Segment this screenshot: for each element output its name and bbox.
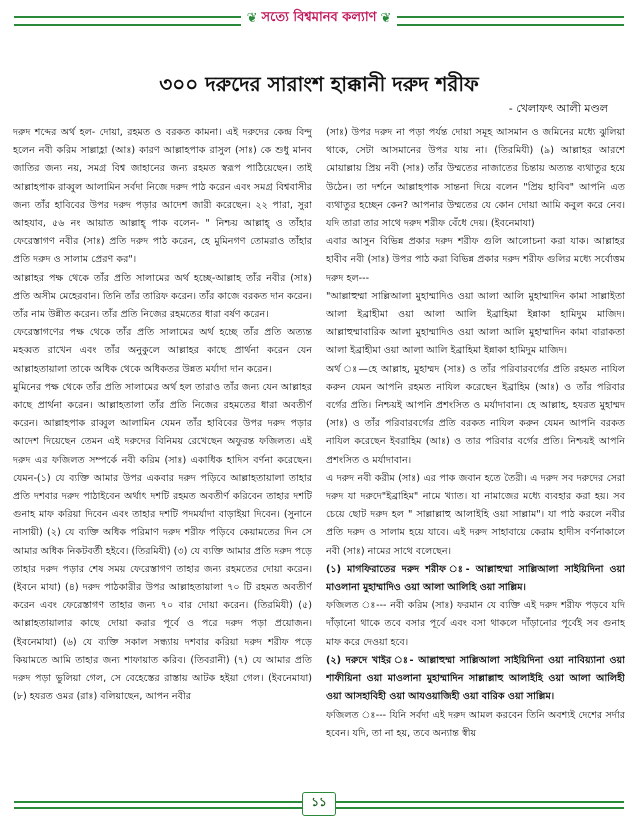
article-author: - খেলাফৎ আলী মণ্ডল [508,102,608,115]
paragraph: এ দরুদ নবী করীম (সাঃ) এর পাক জবান হতে তৈরী। এ দরুদ সব দরুদের সেরা দরুদ যা দরুদে"ইব্রাহিম" নামে খ্যাত। যা নামাজের মধ্যে ব্যবহার করা হয়। সব চেয়ে ছোট দরুদ হল " সাল্লাল্লাহু আলাইহি ওয়া সাল্লাম"। যা পাঠ করলে নবীর প্রতি দরুদ ও সালাম হয়ে যাবে। এই দরুদ সাহাবায়ে কেরাম হাদীস বর্ণনাকালে নবী (সাঃ) নামের সাথে বলেছেন। [326,472,625,557]
subheading-paragraph: (১) মাগফিরাতের দরুদ শরীফ ঃ- আল্লাহুম্মা সাল্লিআলা সাইয়িদিনা ওয়া মাওলানা মুহাম্মাদিও ওয়া আলা আলিহি ওয়া সাল্লিম। [326,563,625,594]
paragraph: দরুদ শব্দের অর্থ হল- দোয়া, রহমত ও বরকত কামনা। এই দরুদের কেন্দ্র বিন্দু হলেন নবী করিম সাল্লাহ্লা (আঃ) কারণ আল্লাহপাক রাসুল (সাঃ) কে শুধু মানব জাতির জন্য নয়, সমগ্র বিশ্ব জাহানের জন্য রহমত স্বরূপ পাঠিয়েছেন। তাই আল্লাহপাক রাব্বুল আলামিন সর্বদা নিজে দরুদ পাঠ করেন এবং সমগ্র বিশ্ববাসীর জন্য তাঁর হাবিবের উপর দরুদ পড়ার আদেশ জারী করেছেন। ২২ পারা, সুরা আহযাব, ৫৬ নং আয়াত আল্লাহ্ পাক বলেন- " নিশ্চয় আল্লাহ্ ও তাঁহার ফেরেস্তাগণ নবীর (সাঃ) প্রতি দরুদ পাঠ করেন, হে মুমিনগণ তোমরাও তাঁহার প্রতি দরুদ ও সালাম প্রেরণ কর"। [13,127,312,266]
header-banner [14,7,624,29]
article-body [13,124,625,782]
paragraph: মুমিনের পক্ষ থেকে তাঁর প্রতি সালামের অর্থ হল তারাও তাঁর জন্য যেন আল্লাহর কাছে প্রার্থনা করেন। আল্লাহতালা তাঁর প্রতি নিজের রহমতের ধারা অবতীর্ণ করেন। আল্লাহপাক রাব্বুল আলামিন যেমন তাঁর হাবিবের উপর দরুদ পড়ার আদেশ দিয়েছেন তেমন এই দরুদের বিনিময় রেখেছেন অফুরন্ত ফজিলত। এই দরুদ এর ফজিলত সম্পর্কে নবী করিম (সাঃ) একাধিক হাদিস বর্ণনা করেছেন। যেমন-(১) যে ব্যক্তি আমার উপর একবার দরুদ পড়িবে আল্লাহতায়ালা তাহার প্রতি দশবার দরুদ পাঠাইবেন অর্থাৎ দশটি রহমত অবতীর্ণ করিবেন তাহার দশটি গুনাহ মাফ করিয়া দিবেন এবং তাহার দশটি পদমর্যাদা বাড়াইয়া দিবেন। (সুনানে নাসায়ী) (২) যে ব্যক্তি অধিক পরিমাণ দরুদ শরীফ পড়িবে কেয়ামতের দিন সে আমার অধিক নিকটবর্তী হইবে। (তিরমিযী) (৩) যে ব্যক্তি আমার প্রতি দরুদ পড়ে তাহার দরুদ পড়ার শেষ সময় ফেরেস্তাগণ তাহার জন্য রহমতের দোয়া করেন। (ইবনে মাযা) (৪) দরুদ পাঠকারীর উপর আল্লাহতায়ালা ৭০ টি রহমত অবতীর্ণ করেন এবং ফেরেস্তাগণ তাহার জন্য ৭০ বার দোয়া করেন। (তিরমিযী) (৫) আল্লাহতায়ালার কাছে দোয়া করার পূর্বে ও পরে দরুদ পড়া প্রয়োজন। (ইবনেমাযা) (৬) যে ব্যক্তি সকাল সন্ধ্যায় দশবার করিয়া দরুদ শরীফ পড়ে কিয়ামতে আমি তাহার জন্য শাফায়াত করিব। (তিবরানী) (৭) যে আমার প্রতি দরুদ পড়া ভুলিয়া গেল, সে বেহেস্তের রাস্তায় আটক হইয়া গেল। (ইবনেমাযা) (৮) হযরত ওমর (রাঃ) বলিয়াছেন, আপন নবীর [13,381,312,703]
paragraph: (সাঃ) উপর দরুদ না পড়া পর্যন্ত দোয়া সমূহ আসমান ও জমিনের মধ্যে ঝুলিয়া থাকে, সেটা আসমানের উপর যায় না। (তিরমিযী) (৯) আল্লাহর আরশে মোয়াল্লায় প্রিয় নবী (সাঃ) তাঁর উম্মতের নাজাতের চিন্তায় অত্যন্ত ব্যথাতুর হয়ে উঠেন। তা দর্শনে আল্লাহপাক সান্তনা দিয়ে বলেন "প্রিয় হাবিব" আপনি এত ব্যথাতুর হচ্ছেন কেন? আপনার উম্মতের যে কোন দোয়া আমি কবুল করে নেব। যদি তারা তার সাথে দরুদ শরীফ বেঁধে দেয়। (ইবনেমাযা) [326,127,625,230]
paragraph: অর্থ ঃ—হে আল্লাহ, মুহাম্মদ (সাঃ) ও তাঁর পরিবারবর্গের প্রতি রহমত নাযিল করুন যেমন আপনি রহমত নাযিল করেছেন ইব্রাহিম (আঃ) ও তাঁর পরিবার বর্গের প্রতি। নিশ্চয়ই আপনি প্রশংসিত ও মর্যাদাবান। হে আল্লাহ, হযরত মুহাম্মদ (সাঃ) ও তাঁর পরিবারবর্গের প্রতি বরকত নাযিল করুন যেমন আপনি বরকত নাযিল করেছেন ইবরাহিম (আঃ) ও তার পরিবার বর্গের প্রতি। নিশ্চয়ই আপনি প্রশংসিত ও মর্যাদাবান। [326,363,625,466]
subheading-paragraph: (২) দরুদে খাইর ঃ- আল্লাহুম্মা সাল্লিআলা সাইয়িদিনা ওয়া নাবিয়্যানা ওয়া শাফীয়িনা ওয়া মাওলানা মুহাম্মাদিন সাল্লাল্লাহু আলাইহি ওয়া আলা আলিহী ওয়া আসহাবিহী ওয়া আযওয়াজিহী ওয়া বারিক ওয়া সাল্লিম। [326,654,625,703]
article-title: ৩০০ দরুদের সারাংশ হাক্কানী দরুদ শরীফ [159,72,479,96]
banner-text: সত্যে বিশ্বমানব কল্যাণ [261,9,377,25]
page-footer [0,792,638,816]
paragraph: ফজিলত ঃ--- নবী করিম (সাঃ) ফরমান যে ব্যক্তি এই দরুদ শরীফ পড়বে যদি দাঁড়ানো থাকে তবে বসার পূর্বে এবং বসা থাকলে দাঁড়ানোর পূর্বেই সব গুনাহ মাফ করে দেওয়া হবে। [326,600,625,648]
left-column [13,124,312,782]
paragraph: ফেরেস্তাগণের পক্ষ থেকে তাঁর প্রতি সালামের অর্থ হচ্ছে তাঁর প্রতি অত্যন্ত মহব্বত রাখেন এবং তাঁর অনুকুলে আল্লাহর কাছে প্রার্থনা করেন যেন আল্লাহতায়ালা তাকে অধিক থেকে অধিকতর উন্নত মর্যাদা দান করেন। [13,327,312,375]
floral-right-icon: ❦ [380,10,392,26]
floral-left-icon: ❦ [246,10,258,26]
paragraph: ফজিলত ঃ--- যিনি সর্বদা এই দরুদ আমল করবেন তিনি অবশ্যই দেশের সর্দার হবেন। যদি, তা না হয়, তবে অন্যান্ত স্বীয় [326,709,625,739]
paragraph: আল্লাহর পক্ষ থেকে তাঁর প্রতি সালামের অর্থ হচ্ছে-আল্লাহ তাঁর নবীর (সাঃ) প্রতি অসীম মেহেরবান। তিনি তাঁর তারিফ করেন। তাঁর কাজে বরকত দান করেন। তাঁর নাম উন্নীত করেন। তাঁর প্রতি নিজের রহমতের ধারা বর্ষণ করেন। [13,272,312,321]
paragraph: "আল্লাহুম্মা সাল্লিআলা মুহাম্মাদিও ওয়া আলা আলি মুহাম্মাদিন কামা সাল্লাইতা আলা ইব্রাহীমা ওয়া আলা আলি ইব্রাহিমা ইন্নাকা হামিদুম মাজিদ। আল্লাহুম্মাবারিক আলা মুহাম্মাদিও ওয়া আলা আলি মুহাম্মাদিন কামা বারাকতা আলা ইব্রাহীমা ওয়া আলা আলি ইব্রাহিমা ইন্নাকা হামিদুম মাজিদ। [326,290,625,357]
banner-label [241,8,398,29]
page-number: ১১ [302,792,336,816]
right-column [326,124,625,782]
paragraph: এবার আসুন বিভিন্ন প্রকার দরুদ শরীফ গুলি আলোচনা করা যাক। আল্লাহর হাবীব নবী (সাঃ) উপর পাঠ করা বিভিন্ন প্রকার দরুদ শরীফ গুলির মধ্যে সর্বোত্তম দরুদ হল--- [326,236,625,284]
